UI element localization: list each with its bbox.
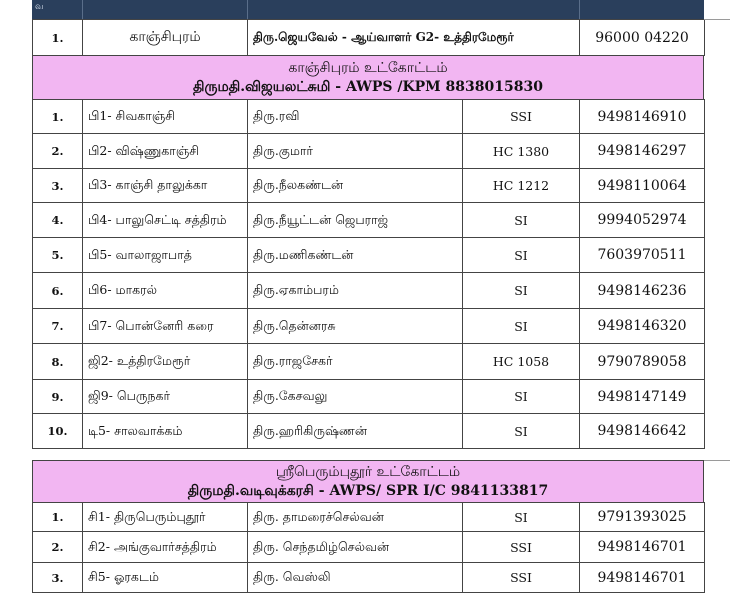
row-number: 8. [33, 344, 83, 380]
header-cell [32, 0, 83, 19]
divider [704, 19, 730, 20]
officer-rank: SI [463, 503, 580, 532]
phone-number: 9498146236 [580, 273, 705, 309]
phone-number: 9994052974 [580, 203, 705, 238]
officer-rank: SSI [463, 100, 580, 134]
officer-rank: SI [463, 414, 580, 449]
officer-name: திரு.நீயூட்டன் ஜெபராஜ் [248, 203, 463, 238]
phone-number: 9790789058 [580, 344, 705, 380]
row-number: 4. [33, 203, 83, 238]
officer-name: திரு.ஹரிகிருஷ்ணன் [248, 414, 463, 449]
section-banner-cell [33, 56, 704, 100]
section-banner [32, 55, 704, 100]
divider [704, 460, 730, 461]
table-row [33, 344, 705, 380]
officer-rank: SSI [463, 563, 580, 593]
table-row [33, 414, 705, 449]
table-row [33, 100, 705, 134]
phone-number: 9498146642 [580, 414, 705, 449]
row-number: 3. [33, 169, 83, 203]
phone-number: 9791393025 [580, 503, 705, 532]
phone-number: 9498146320 [580, 309, 705, 344]
section-table [32, 502, 705, 593]
table-row [33, 503, 705, 532]
table-row [33, 273, 705, 309]
officer-rank: SI [463, 309, 580, 344]
officer-name: திரு.தென்னரசு [248, 309, 463, 344]
officer-name: திரு.மணிகண்டன் [248, 238, 463, 273]
inspector-info: திரு.ஜெயவேல் - ஆய்வாளர் G2- உத்திரமேரூர் [248, 20, 580, 56]
top-table [32, 19, 705, 56]
table-row [33, 203, 705, 238]
section-subtitle: திருமதி.வடிவுக்கரசி - AWPS/ SPR I/C 9841133817 [187, 482, 549, 499]
officer-name: திரு. வெஸ்லி [248, 563, 463, 593]
station-name: பி2- விஷ்ணுகாஞ்சி [83, 134, 248, 169]
row-number: 3. [33, 563, 83, 593]
officer-name: திரு.ராஜசேகர் [248, 344, 463, 380]
officer-rank: HC 1380 [463, 134, 580, 169]
station-name: பி1- சிவகாஞ்சி [83, 100, 248, 134]
section-table [32, 99, 705, 449]
officer-name: திரு.ஏகாம்பரம் [248, 273, 463, 309]
header-cell [82, 0, 248, 19]
table-row [33, 380, 705, 414]
table-row [33, 169, 705, 203]
row-number: 7. [33, 309, 83, 344]
row-number: 9. [33, 380, 83, 414]
officer-rank: SSI [463, 532, 580, 563]
station-name: சி2- அங்குவார்சத்திரம் [83, 532, 248, 563]
row-number: 6. [33, 273, 83, 309]
table-header-bar [32, 0, 704, 19]
station-name: டி5- சாலவாக்கம் [83, 414, 248, 449]
officer-name: திரு.ரவி [248, 100, 463, 134]
row-number: 10. [33, 414, 83, 449]
officer-rank: SI [463, 238, 580, 273]
table-row [33, 238, 705, 273]
station-name: ஜி9- பெருநகர் [83, 380, 248, 414]
row-number: 2. [33, 134, 83, 169]
section-title: ஸ்ரீபெரும்புதூர் உட்கோட்டம் [275, 463, 461, 480]
row-number: 5. [33, 238, 83, 273]
station-name: பி7- பொன்னேரி கரை [83, 309, 248, 344]
row-number: 1. [33, 100, 83, 134]
station-name: பி5- வாலாஜாபாத் [83, 238, 248, 273]
officer-rank: SI [463, 203, 580, 238]
officer-rank: SI [463, 273, 580, 309]
table-row [33, 20, 705, 56]
station-name: ஜி2- உத்திரமேரூர் [83, 344, 248, 380]
station-name: பி3- காஞ்சி தாலுக்கா [83, 169, 248, 203]
officer-name: திரு. தாமரைச்செல்வன் [248, 503, 463, 532]
phone-number: 9498146297 [580, 134, 705, 169]
station-name: பி4- பாலுசெட்டி சத்திரம் [83, 203, 248, 238]
section-banner [32, 460, 704, 503]
header-label: வ [35, 2, 44, 12]
header-cell [247, 0, 580, 19]
row-number: 2. [33, 532, 83, 563]
officer-name: திரு. செந்தமிழ்செல்வன் [248, 532, 463, 563]
table-row [33, 134, 705, 169]
officer-rank: HC 1058 [463, 344, 580, 380]
section-banner-cell [33, 461, 704, 503]
place-name: காஞ்சிபுரம் [83, 20, 248, 56]
table-row [33, 532, 705, 563]
station-name: சி5- ஓரகடம் [83, 563, 248, 593]
section-title: காஞ்சிபுரம் உட்கோட்டம் [288, 59, 448, 76]
officer-rank: HC 1212 [463, 169, 580, 203]
page-edge-lines [704, 0, 730, 591]
station-name: பி6- மாகரல் [83, 273, 248, 309]
phone-number: 96000 04220 [580, 20, 705, 56]
phone-number: 9498147149 [580, 380, 705, 414]
phone-number: 9498146910 [580, 100, 705, 134]
officer-name: திரு.நீலகண்டன் [248, 169, 463, 203]
section-subtitle: திருமதி.விஜயலட்சுமி - AWPS /KPM 8838015830 [193, 78, 543, 95]
table-row [33, 309, 705, 344]
officer-name: திரு.குமார் [248, 134, 463, 169]
phone-number: 9498110064 [580, 169, 705, 203]
officer-rank: SI [463, 380, 580, 414]
phone-number: 7603970511 [580, 238, 705, 273]
phone-number: 9498146701 [580, 563, 705, 593]
table-row [33, 563, 705, 593]
officer-name: திரு.கேசவலு [248, 380, 463, 414]
station-name: சி1- திருபெரும்புதூர் [83, 503, 248, 532]
row-number: 1. [33, 20, 83, 56]
row-number: 1. [33, 503, 83, 532]
phone-number: 9498146701 [580, 532, 705, 563]
